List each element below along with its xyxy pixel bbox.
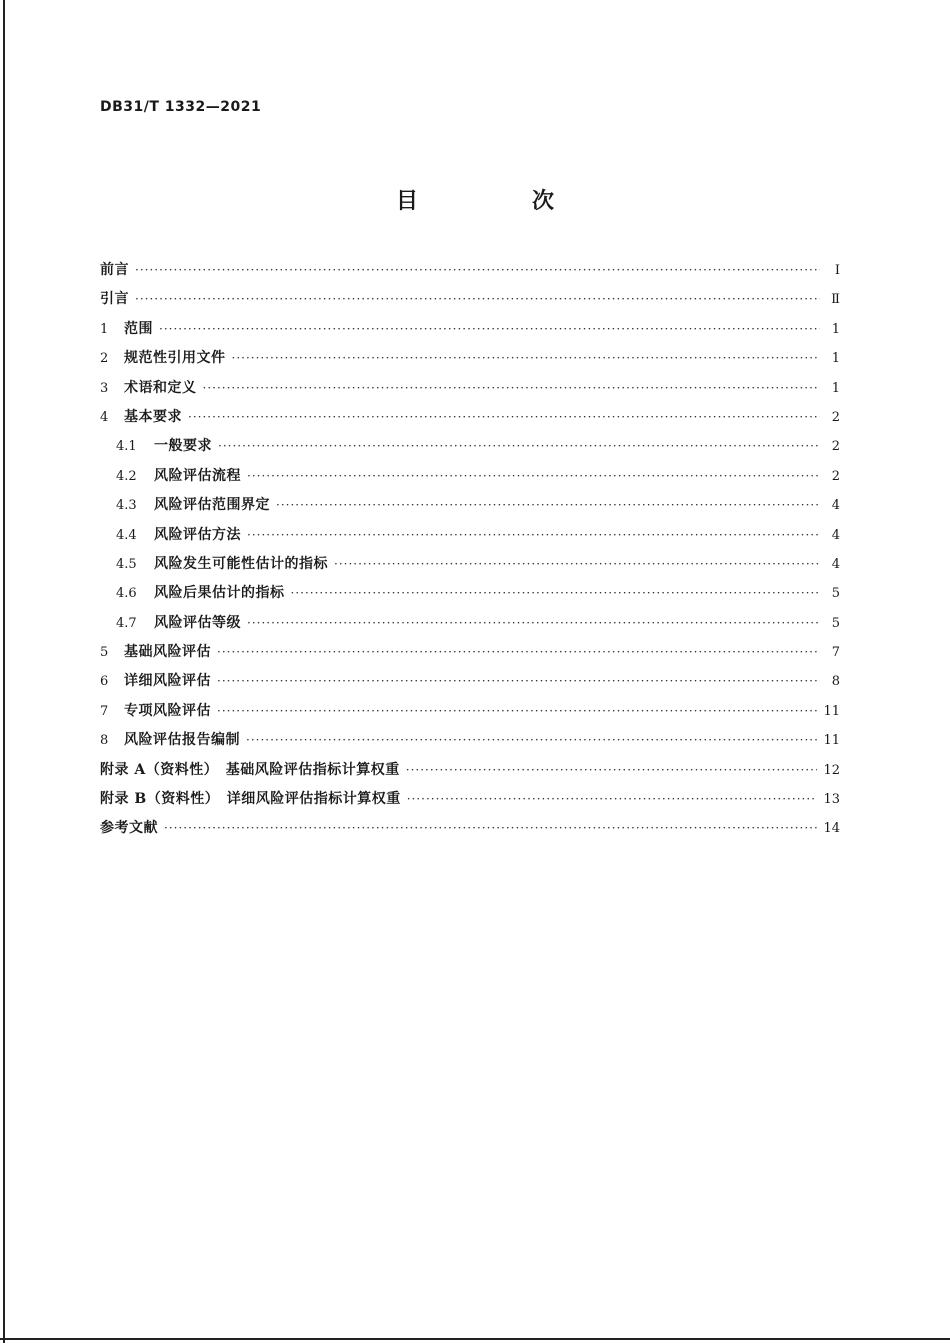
- toc-entry-page: 2: [831, 468, 840, 484]
- toc-entry[interactable]: [100, 259, 840, 288]
- toc-leader-dots: [247, 469, 820, 483]
- toc-entry[interactable]: [100, 700, 840, 729]
- toc-entry[interactable]: [100, 553, 840, 582]
- toc-entry[interactable]: [100, 318, 840, 347]
- toc-entry-page: Ⅰ: [834, 263, 840, 278]
- toc-entry[interactable]: [100, 759, 840, 788]
- toc-leader-dots: [217, 674, 820, 688]
- toc-entry-number: 4.3: [116, 498, 137, 514]
- toc-leader-dots: [135, 263, 820, 277]
- toc-entry-number: 3: [100, 380, 109, 396]
- toc-leader-dots: [406, 763, 818, 777]
- toc-entry-label: 风险评估范围界定: [154, 497, 270, 514]
- toc-leader-dots: [232, 351, 821, 365]
- toc-entry-page: 11: [823, 733, 840, 749]
- toc-entry-label: 详细风险评估: [124, 673, 211, 690]
- toc-entry-label: 风险后果估计的指标: [154, 585, 285, 602]
- toc-entry[interactable]: [100, 582, 840, 611]
- toc-entry[interactable]: [100, 612, 840, 641]
- toc-entry-number: 4.5: [116, 556, 137, 572]
- toc-entry-number: 1: [100, 321, 109, 337]
- toc-leader-dots: [159, 322, 820, 336]
- toc-leader-dots: [276, 498, 820, 512]
- toc-entry-page: Ⅱ: [831, 292, 840, 308]
- toc-entry-number: 4: [100, 409, 109, 425]
- toc-entry[interactable]: [100, 347, 840, 376]
- toc-entry-number: 4.2: [116, 468, 137, 484]
- toc-entry-number: 4.7: [116, 615, 137, 631]
- toc-leader-dots: [217, 645, 820, 659]
- toc-entry-label: 附录 B（资料性） 详细风险评估指标计算权重: [100, 791, 401, 808]
- toc-entry-page: 11: [823, 703, 840, 719]
- toc-entry[interactable]: [100, 524, 840, 553]
- toc-entry-page: 7: [831, 645, 840, 661]
- document-code: DB31/T 1332—2021: [100, 99, 262, 115]
- page-bottom-border: [0, 1338, 950, 1340]
- toc-entry-page: 1: [831, 321, 840, 337]
- toc-entry-number: 4.6: [116, 586, 137, 602]
- toc-entry[interactable]: [100, 788, 840, 817]
- toc-entry[interactable]: [100, 729, 840, 758]
- toc-entry-label: 基本要求: [124, 408, 182, 425]
- toc-entry-page: 1: [831, 351, 840, 367]
- toc-entry[interactable]: [100, 817, 840, 846]
- toc-leader-dots: [218, 439, 820, 453]
- toc-entry-label: 风险评估流程: [154, 467, 241, 484]
- toc-entry[interactable]: [100, 641, 840, 670]
- toc-leader-dots: [247, 528, 820, 542]
- toc-entry-number: 5: [100, 645, 109, 661]
- toc-entry-page: 13: [823, 792, 840, 808]
- toc-leader-dots: [135, 292, 820, 306]
- toc-leader-dots: [164, 821, 817, 835]
- toc-entry-label: 风险评估方法: [154, 526, 241, 543]
- toc-entry-label: 风险评估报告编制: [124, 732, 240, 749]
- toc-entry[interactable]: [100, 288, 840, 317]
- toc-entry-label: 引言: [100, 291, 129, 308]
- toc-leader-dots: [188, 410, 820, 424]
- toc-entry-label: 前言: [100, 262, 129, 278]
- toc-entry-page: 8: [831, 674, 840, 690]
- toc-leader-dots: [247, 616, 820, 630]
- toc-entry-number: 6: [100, 674, 109, 690]
- toc-leader-dots: [203, 381, 821, 395]
- toc-leader-dots: [217, 704, 817, 718]
- toc-entry-number: 8: [100, 733, 109, 749]
- toc-entry-page: 5: [831, 586, 840, 602]
- toc-entry-label: 参考文献: [100, 820, 158, 837]
- toc-entry-page: 4: [831, 498, 840, 514]
- toc-leader-dots: [334, 557, 820, 571]
- toc-entry[interactable]: [100, 377, 840, 406]
- toc-entry-page: 2: [831, 409, 840, 425]
- toc-entry-label: 基础风险评估: [124, 644, 211, 661]
- toc-entry-label: 规范性引用文件: [124, 350, 226, 367]
- table-of-contents: [100, 259, 840, 847]
- toc-entry[interactable]: [100, 670, 840, 699]
- toc-title: 目 次: [395, 189, 600, 214]
- toc-entry[interactable]: [100, 465, 840, 494]
- toc-entry[interactable]: [100, 406, 840, 435]
- toc-entry-page: 4: [831, 527, 840, 543]
- toc-entry-number: 4.1: [116, 439, 137, 455]
- toc-leader-dots: [407, 792, 818, 806]
- toc-entry-number: 7: [100, 703, 109, 719]
- toc-entry-page: 1: [831, 380, 840, 396]
- toc-leader-dots: [246, 733, 817, 747]
- toc-entry-page: 5: [831, 615, 840, 631]
- toc-entry-number: 4.4: [116, 527, 137, 543]
- toc-entry-number: 2: [100, 351, 109, 367]
- toc-entry[interactable]: [100, 494, 840, 523]
- toc-entry-label: 风险评估等级: [154, 614, 241, 631]
- toc-leader-dots: [291, 586, 821, 600]
- toc-entry[interactable]: [100, 435, 840, 464]
- toc-entry-label: 术语和定义: [124, 379, 197, 396]
- toc-entry-page: 4: [831, 556, 840, 572]
- toc-entry-label: 附录 A（资料性） 基础风险评估指标计算权重: [100, 761, 400, 778]
- toc-entry-label: 专项风险评估: [124, 702, 211, 719]
- toc-entry-page: 12: [823, 762, 840, 778]
- toc-entry-label: 一般要求: [154, 438, 212, 455]
- toc-entry-page: 14: [823, 821, 840, 837]
- toc-entry-label: 范围: [124, 320, 153, 337]
- toc-entry-label: 风险发生可能性估计的指标: [154, 555, 328, 572]
- toc-entry-page: 2: [831, 439, 840, 455]
